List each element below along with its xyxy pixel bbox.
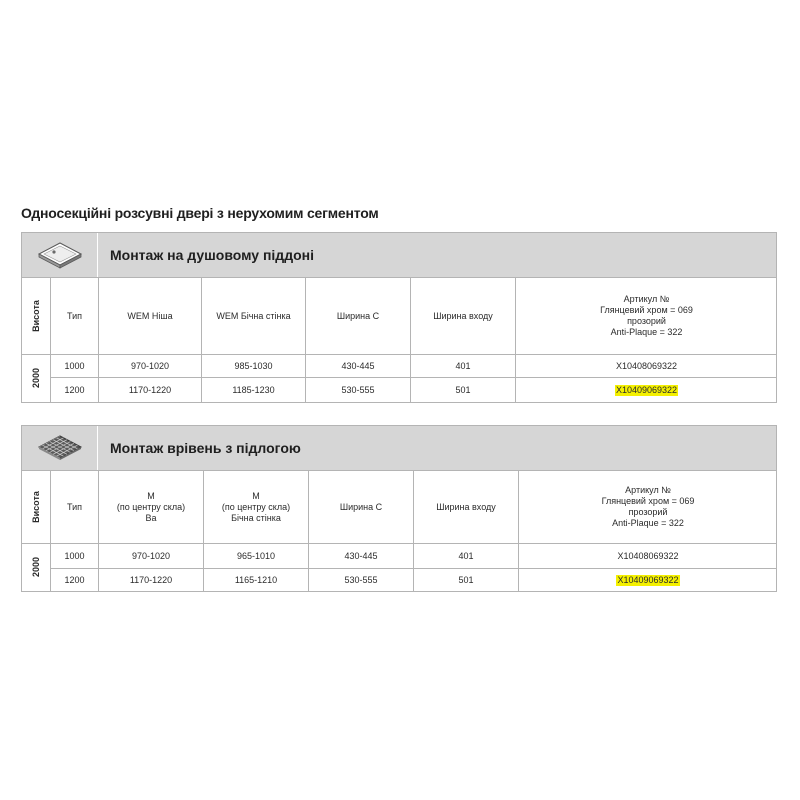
col-header-type: Тип [66,501,82,512]
height-value: 2000 [31,367,41,389]
table-cell: 985-1030 [234,360,273,371]
table-cell: 430-445 [344,550,378,561]
table-title: Монтаж на душовому піддоні [110,247,314,263]
table-cell: 970-1020 [131,550,171,561]
shower-tray-icon-cell [22,233,98,277]
table-cell: 530-555 [344,574,378,585]
table-cell: 530-555 [341,384,375,395]
col-header-article: Артикул № Глянцевий хром = 069 прозорий Anti-Plaque = 322 [601,485,695,528]
table-cell: 430-445 [341,360,375,371]
table-cell: 401 [458,550,474,561]
table-cell: 1000 [64,360,85,371]
col-header-entry-width: Ширина входу [436,501,496,512]
col-header-m-side-wall: M (по центру скла) Бічна стінка [221,490,291,523]
floor-level-icon [36,433,84,463]
article-number-highlighted: X10409069322 [615,384,678,395]
table-cell: 1200 [64,384,85,395]
table-header-band [22,233,776,278]
table-cell: 1165-1210 [234,574,278,585]
table-cell: 401 [455,360,471,371]
table-cell: 1185-1230 [232,384,275,395]
height-label: Висота [31,300,42,332]
spec-table-floor-level [21,425,777,592]
article-number: X10408069322 [615,360,678,371]
col-header-type: Тип [66,310,82,321]
col-header-width-c: Ширина С [336,310,380,321]
col-header-wem-niche: WEM Ніша [127,310,173,321]
col-header-width-c: Ширина С [339,501,383,512]
col-header-m-ba: M (по центру скла) Ba [116,490,186,523]
col-header-wem-side-wall: WEM Бічна стінка [216,310,291,321]
table-cell: 501 [455,384,471,395]
col-header-entry-width: Ширина входу [433,310,493,321]
table-cell: 1170-1220 [129,574,173,585]
article-number: X10408069322 [617,550,679,561]
height-value: 2000 [31,556,41,578]
floor-level-icon-cell [22,426,98,470]
page-title: Односекційні розсувні двері з нерухомим сегментом [21,205,379,221]
table-cell: 965-1010 [236,550,276,561]
table-title: Монтаж врівень з підлогою [110,440,301,456]
spec-table-shower-tray [21,232,777,403]
table-header-band [22,426,776,471]
col-header-article: Артикул № Глянцевий хром = 069 прозорий Anti-Plaque = 322 [600,294,693,337]
table-cell: 1170-1220 [128,384,172,395]
article-number-highlighted: X10409069322 [617,574,679,585]
shower-tray-icon [36,240,84,270]
table-cell: 970-1020 [130,360,170,371]
table-cell: 1000 [64,550,85,561]
table-cell: 501 [458,574,474,585]
height-label: Висота [31,491,42,523]
table-cell: 1200 [64,574,85,585]
